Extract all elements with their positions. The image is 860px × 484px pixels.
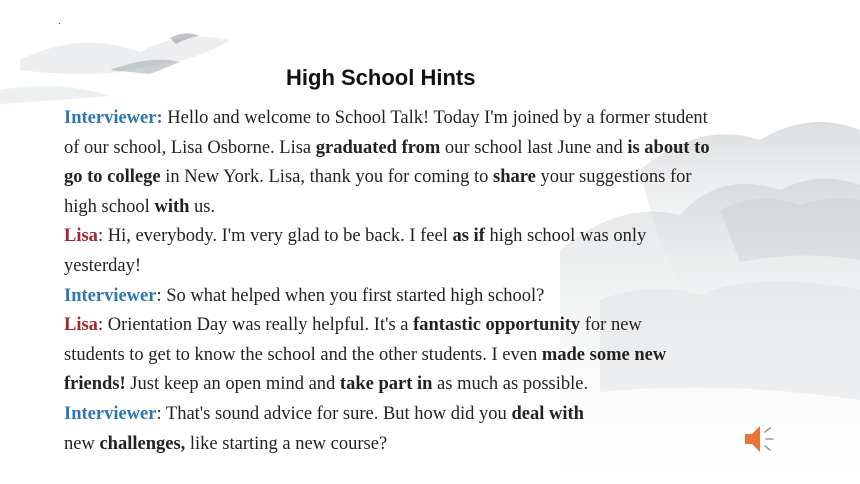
key-phrase: go to college: [64, 167, 161, 188]
text-segment: new: [64, 433, 100, 454]
key-phrase: friends!: [64, 374, 126, 395]
text-segment: as much as possible.: [432, 374, 589, 395]
text-segment: your suggestions for: [535, 167, 692, 188]
text-segment: : That's sound advice for sure. But how did you: [156, 403, 512, 424]
dialogue-line: [64, 252, 824, 282]
speaker-icon[interactable]: [741, 422, 777, 456]
text-segment: us.: [189, 196, 216, 217]
dialogue-line: [64, 193, 824, 223]
text-segment: for new: [580, 315, 642, 336]
interviewer-label: Interviewer:: [64, 108, 163, 128]
text-segment: students to get to know the school and the other students. I even: [64, 344, 542, 365]
dialogue-line: [64, 430, 824, 460]
lisa-label: Lisa: [64, 226, 98, 247]
dialogue-line: [64, 104, 824, 134]
corner-marker: ·: [58, 18, 62, 29]
key-phrase: graduated from: [315, 137, 441, 158]
text-segment: : So what helped when you first started high school?: [156, 285, 545, 306]
key-phrase: share: [493, 167, 536, 188]
key-phrase: deal with: [511, 403, 584, 424]
dialogue-line: [64, 134, 824, 164]
page-title: High School Hints: [286, 65, 476, 90]
dialogue-line: [64, 311, 824, 341]
key-phrase: is about to: [627, 137, 710, 158]
interviewer-label: Interviewer: [64, 403, 157, 424]
key-phrase: as if: [452, 226, 485, 247]
key-phrase: fantastic opportunity: [413, 315, 581, 336]
text-segment: : Hi, everybody. I'm very glad to be back. I feel: [97, 226, 453, 247]
text-segment: high school was only: [484, 226, 647, 247]
dialogue-line: [64, 400, 824, 430]
dialogue-line: [64, 341, 824, 371]
dialogue-text: [64, 104, 824, 459]
text-segment: : Orientation Day was really helpful. It's a: [97, 315, 414, 336]
text-segment: Hello and welcome to School Talk! Today I'm joined by a former student: [162, 108, 708, 128]
dialogue-line: [64, 370, 824, 400]
key-phrase: challenges,: [99, 433, 186, 454]
text-segment: like starting a new course?: [185, 433, 388, 454]
interviewer-label: Interviewer: [64, 285, 157, 306]
dialogue-line: [64, 282, 824, 312]
text-segment: high school: [64, 196, 155, 217]
text-segment: our school last June and: [440, 137, 628, 158]
text-segment: yesterday!: [64, 255, 142, 276]
dialogue-line: [64, 163, 824, 193]
text-segment: of our school, Lisa Osborne. Lisa: [64, 137, 316, 158]
lisa-label: Lisa: [64, 315, 98, 336]
text-segment: Just keep an open mind and: [125, 374, 340, 395]
key-phrase: take part in: [339, 374, 433, 395]
key-phrase: made some new: [541, 344, 667, 365]
text-segment: in New York. Lisa, thank you for coming to: [160, 167, 494, 188]
dialogue-line: [64, 222, 824, 252]
key-phrase: with: [154, 196, 190, 217]
